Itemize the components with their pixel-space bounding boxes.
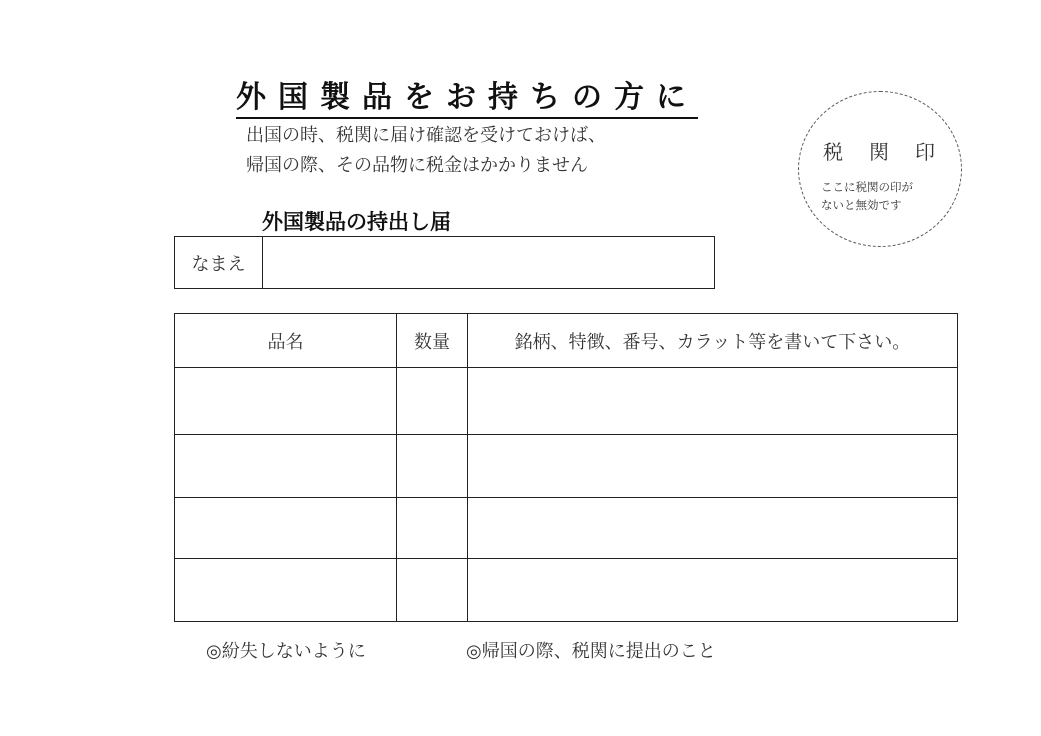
quantity-cell[interactable]	[397, 368, 468, 435]
footnote-do-not-lose: ◎紛失しないように	[206, 641, 366, 662]
quantity-cell[interactable]	[397, 435, 468, 498]
header-item-name: 品名	[175, 314, 397, 368]
table-row	[175, 368, 958, 435]
name-label: なまえ	[175, 237, 263, 288]
quantity-cell[interactable]	[397, 559, 468, 622]
intro-line-2: 帰国の際、その品物に税金はかかりません	[246, 155, 588, 176]
item-name-cell[interactable]	[175, 368, 397, 435]
header-description: 銘柄、特徴、番号、カラット等を書いて下さい。	[468, 314, 958, 368]
stamp-note-line-2: ないと無効です	[821, 198, 902, 212]
table-row	[175, 498, 958, 559]
description-cell[interactable]	[468, 435, 958, 498]
name-field[interactable]	[264, 237, 714, 288]
item-name-cell[interactable]	[175, 498, 397, 559]
intro-line-1: 出国の時、税関に届け確認を受けておけば、	[246, 125, 606, 146]
header-quantity: 数量	[397, 314, 468, 368]
table-row	[175, 559, 958, 622]
table-header-row	[175, 314, 958, 368]
stamp-title: 税関印	[823, 140, 961, 164]
description-cell[interactable]	[468, 559, 958, 622]
footnote-submit-on-return: ◎帰国の際、税関に提出のこと	[466, 641, 716, 662]
quantity-cell[interactable]	[397, 498, 468, 559]
page-title: 外国製品をお持ちの方に	[236, 80, 698, 119]
item-name-cell[interactable]	[175, 559, 397, 622]
table-row	[175, 435, 958, 498]
form-title: 外国製品の持出し届	[262, 210, 451, 234]
stamp-note-line-1: ここに税関の印が	[821, 180, 913, 194]
item-name-cell[interactable]	[175, 435, 397, 498]
customs-stamp-circle	[798, 91, 962, 247]
name-row	[174, 236, 715, 289]
description-cell[interactable]	[468, 498, 958, 559]
items-table	[174, 313, 958, 622]
description-cell[interactable]	[468, 368, 958, 435]
